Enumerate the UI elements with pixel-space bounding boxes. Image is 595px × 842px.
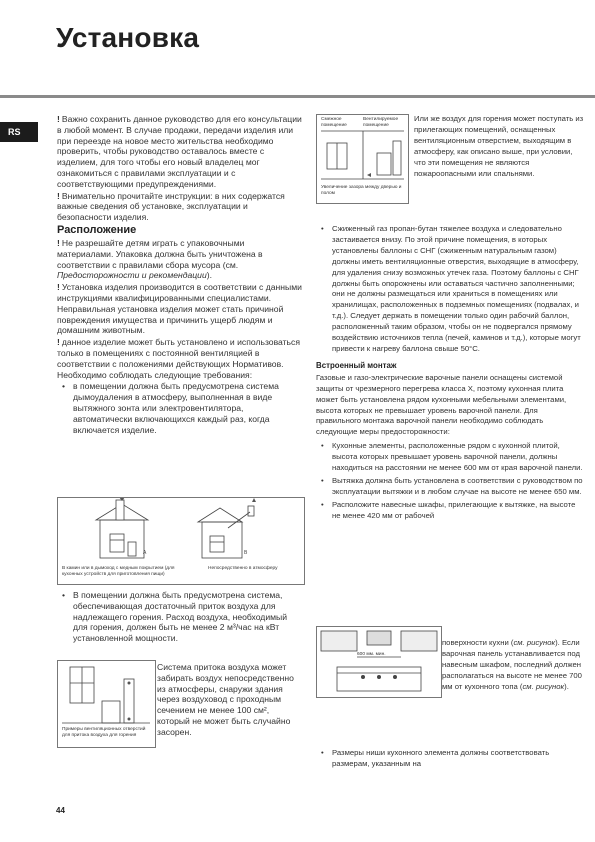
figure-caption-vents: Примеры вентиляционных отверстий для притока воздуха для горения [62, 727, 146, 738]
paragraph-packaging: ! Не разрешайте детям играть с упаковочными материалами. Упаковка должна быть уничтожена в соответствии с правилами сбора мусора (см. Предосторожности и рекомендации). [57, 237, 263, 281]
svg-text:A: A [143, 550, 147, 556]
figure-exhaust-options [57, 497, 305, 585]
figure-adjacent-room [316, 114, 409, 204]
warning-icon: ! [57, 114, 60, 124]
paragraph-keep-manual: ! Важно сохранить данное руководство для его консультации в любой момент. В случае продажи, передачи изделия или при переезде на новое место жительства необходимо проверить, чтобы руководство оставалось вместе с изделием, для того чтобы его новый владелец мог ознакомиться с правилами эксплуатации и с соответствующими предупреждениями. [57, 114, 302, 189]
niche-block [316, 748, 584, 772]
label-ventilated-room: Вентилируемое помещение [363, 117, 399, 128]
figure-vent-openings [57, 660, 156, 748]
list-item-furniture: • Кухонные элементы, расположенные рядом с кухонной плитой, высота которых превышает уровень варочной панели, должны находиться на расстоянии не менее 600 мм от края варочной панели. [316, 441, 584, 474]
list-item-air-supply: • В помещении должна быть предусмотрена система, обеспечивающая достаточный приток воздуха для надлежащего горения. Расход воздуха, необходимый для горения, должен быть не менее 2 м³/час на кВт установленной мощности. [57, 590, 303, 644]
builtin-list [316, 441, 584, 521]
air-supply-block [57, 590, 303, 646]
paragraph-adjacent-air: Или же воздух для горения может поступать из прилегающих помещений, оснащенных вентиляционным отверстием, выходящим в атмосферу, как описано выше, при условии, что эти помещения не являются пожароопасными или спальнями. [414, 114, 584, 178]
figure-caption-atmosphere: Непосредственно в атмосферу [208, 566, 278, 571]
header-divider [0, 95, 595, 98]
figure-caption-door-gap: Увеличение зазора между дверью и полом [321, 185, 402, 196]
paragraph-read-instructions: ! Внимательно прочитайте инструкции: в них содержатся важные сведения об установке, эксплуатации и безопасности изделия. [57, 190, 285, 223]
paragraph-builtin: Газовые и газо-электрические варочные панели оснащены системой защиты от чрезмерного перегрева класса X, поэтому кухонная плита может быть установлена рядом кухонными мебельными элементами, высота которых не превышает уровень варочной панели. Для правильного монтажа варочной панели необходимо соблюдать следующие меры предосторожности: [316, 372, 567, 437]
svg-text:B: B [244, 550, 248, 556]
section-heading-location: Расположение [57, 223, 137, 236]
list-item-cabinets: • Расположите навесные шкафы, прилегающие к вытяжке, на высоте не менее 420 мм от рабочей [316, 500, 584, 522]
list-item-hood: • Вытяжка должна быть установлена в соответствии с руководством по эксплуатации вытяжки и в любом случае на высоте не менее 650 мм. [316, 476, 584, 498]
gas-list [316, 224, 584, 355]
warning-icon: ! [57, 237, 60, 248]
gas-and-builtin-block [316, 224, 584, 524]
niche-list [316, 748, 584, 770]
figure-builtin-clearances [316, 626, 442, 698]
requirements-list-2 [57, 590, 303, 644]
warning-icon: ! [57, 190, 60, 201]
figure-caption-chimney: В камин или в дымоход с медным покрытием (для кухонных устройств для приготовления пищи) [62, 566, 175, 577]
section-heading-builtin: Встроенный монтаж [316, 360, 397, 370]
language-tab: RS [0, 122, 38, 142]
list-item-lpg: • Сжиженный газ пропан-бутан тяжелее воздуха и следовательно застаивается внизу. По этой причине помещения, в которых установлены баллоны с СНГ (сжиженным натуральным газом) должны иметь вентиляционные отверстия, выходящие в атмосферу, для удаления снизу возможных утечек газа. Поэтому баллоны с СНГ должны быть опорожнены или оставаться частично заполненными; они не должны размещаться или храниться в помещениях или хранилищах, расположенных в подземных помещениях (подвалах, и т.д.). Следует держать в помещении только один рабочий баллон, расположенный таким образом, чтобы он не подвергался прямому воздействию источников тепла (печей, каминов и т.д.), которые могут привести к нагреву баллона свыше 50°С. [316, 224, 584, 355]
paragraph-ventilation: ! данное изделие может быть установлено и использоваться только в помещениях с постоянной вентиляцией в соответствии с положениями действующих Нормативов. Необходимо соблюдать следующие требования: [57, 337, 300, 380]
air-intake-paragraph: Система притока воздуха может забирать воздух непосредственно из атмосферы, снаружи здания через воздуховод с проходным сечением не менее 100 см², который не может быть случайно засорен. [157, 662, 294, 737]
page-title: Установка [56, 22, 200, 53]
warning-icon: ! [57, 282, 60, 293]
dimension-min-distance: 600 мм. мин. [357, 652, 386, 657]
label-adjacent-room: Смежное помещение [321, 117, 347, 128]
builtin-clearances-diagram [317, 627, 441, 697]
list-item-exhaust: • в помещении должна быть предусмотрена система дымоудаления в атмосферу, выполненная в виде вытяжного зонта или электровентилятора, автоматически включающихся каждый раз, когда включается изделие. [57, 381, 303, 435]
warning-icon: ! [57, 337, 60, 348]
page-number: 44 [56, 806, 65, 815]
paragraph-qualified-install: ! Установка изделия производится в соответствии с данными инструкциями квалифицированными специалистами. Неправильная установка изделия может стать причиной повреждения имущества и причинить ущерб людям и домашним животным. [57, 282, 302, 336]
list-item-niche: • Размеры ниши кухонного элемента должны соответствовать размерам, указанным на [316, 748, 584, 770]
paragraph-cabinet-heights: поверхности кухни (см. рисунок). Если варочная панель устанавливается под навесным шкафом, последний должен располагаться на высоте не менее 700 мм от кухонного топа (см. рисунок). [442, 638, 582, 691]
requirements-list [57, 381, 303, 435]
left-column [57, 114, 303, 437]
